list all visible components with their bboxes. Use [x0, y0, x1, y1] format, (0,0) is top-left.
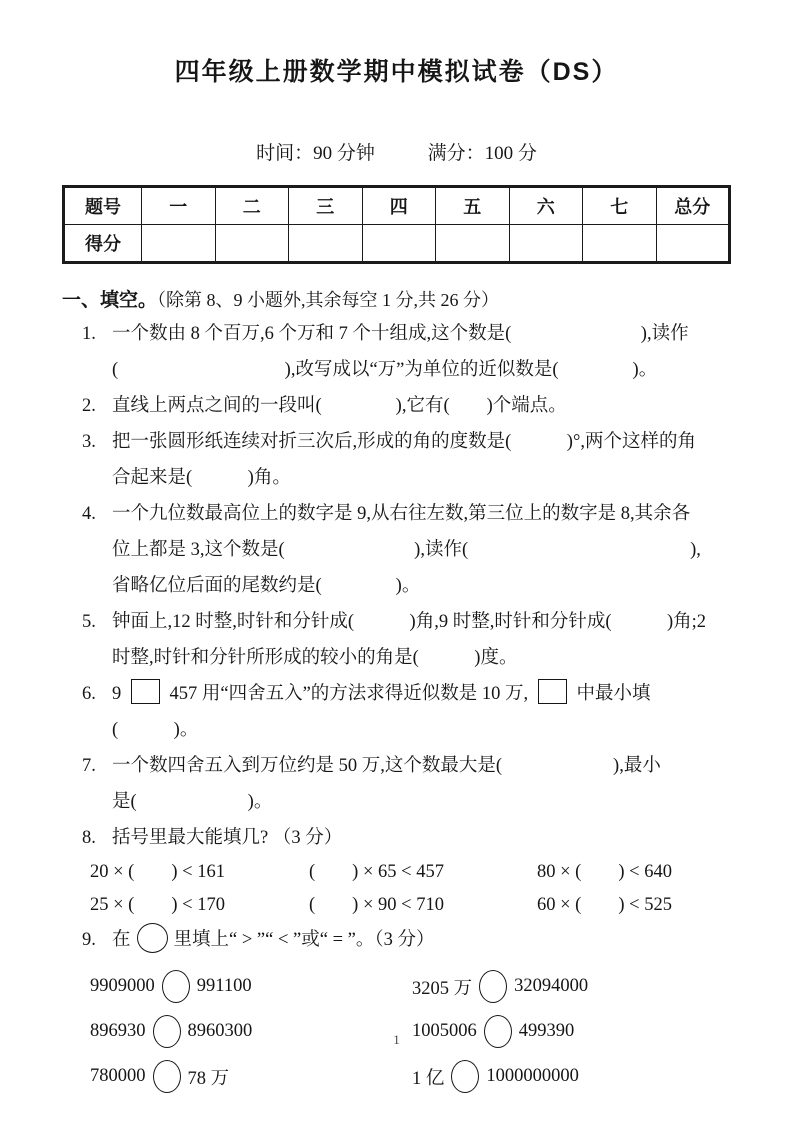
- comparison-item: [412, 1054, 731, 1099]
- page-number: 1: [393, 1032, 400, 1047]
- score-table-header-cell: 七: [583, 187, 657, 225]
- section-heading: [62, 285, 731, 312]
- blank-box: [131, 679, 160, 704]
- score-row-label: 得分: [64, 225, 142, 263]
- score-table-header-cell: 二: [215, 187, 289, 225]
- right-value: 8960300: [187, 1021, 253, 1041]
- left-value: 1005006: [412, 1021, 477, 1041]
- inequality-expression: 60 × ( ) < 525: [537, 895, 672, 915]
- inequality-expression: ( ) × 90 < 710: [309, 895, 444, 915]
- question-line: 省略亿位后面的尾数约是( )。: [112, 576, 421, 596]
- question-line: 一个数四舍五入到万位约是 50 万,这个数最大是( ),最小: [112, 756, 661, 776]
- left-value: 896930: [90, 1021, 146, 1041]
- score-table-header-row: [64, 187, 730, 225]
- question-line: 括号里最大能填几? （3 分）: [112, 828, 343, 848]
- question-line: 一个数由 8 个百万,6 个万和 7 个十组成,这个数是( ),读作: [112, 324, 689, 344]
- comparison-item: [412, 964, 731, 1009]
- full-score-label: 满分：100 分: [427, 143, 537, 164]
- question-text: 里填上“ > ”“ < ”或“ = ”。（3 分）: [173, 930, 435, 950]
- score-cell-empty: [436, 225, 510, 263]
- score-table-score-row: [64, 225, 730, 263]
- blank-circle: [451, 1060, 479, 1093]
- question-number: 8.: [82, 828, 96, 848]
- question-number: 3.: [82, 432, 96, 452]
- question-6: [62, 676, 731, 748]
- question-line: 一个九位数最高位上的数字是 9,从右往左数,第三位上的数字是 8,其余各: [112, 504, 691, 524]
- score-cell-empty: [509, 225, 583, 263]
- inequality-expression: 25 × ( ) < 170: [90, 895, 225, 915]
- blank-circle: [162, 970, 190, 1003]
- question-3: [62, 424, 731, 496]
- score-cell-empty: [215, 225, 289, 263]
- score-table-header-cell: 题号: [64, 187, 142, 225]
- left-value: 1 亿: [412, 1068, 445, 1089]
- question-8-expressions: [62, 856, 731, 922]
- score-cell-empty: [656, 225, 730, 263]
- blank-circle: [153, 1060, 181, 1093]
- question-number: 7.: [82, 756, 96, 776]
- question-number: 1.: [82, 324, 96, 344]
- question-text: 9: [112, 684, 126, 704]
- question-text: 457 用“四舍五入”的方法求得近似数是 10 万,: [164, 684, 533, 704]
- right-value: 1000000000: [486, 1066, 579, 1086]
- score-table: [62, 185, 731, 264]
- question-5: [62, 604, 731, 676]
- question-2: [62, 388, 731, 424]
- right-value: 78 万: [187, 1068, 230, 1089]
- question-line: 把一张圆形纸连续对折三次后,形成的角的度数是( )°,两个这样的角: [112, 432, 696, 452]
- score-cell-empty: [289, 225, 363, 263]
- left-value: 9909000: [90, 976, 155, 996]
- inequality-expression: 80 × ( ) < 640: [537, 862, 672, 882]
- question-4: [62, 496, 731, 604]
- question-line: [112, 922, 731, 958]
- question-number: 5.: [82, 612, 96, 632]
- question-line: [112, 676, 731, 748]
- question-text: 在: [112, 930, 131, 950]
- section-note: （除第 8、9 小题外,其余每空 1 分,共 26 分）: [157, 290, 500, 310]
- question-1: [62, 316, 731, 388]
- question-number: 4.: [82, 504, 96, 524]
- question-line: 直线上两点之间的一段叫( ),它有( )个端点。: [112, 396, 567, 416]
- inequality-expression: 20 × ( ) < 161: [90, 862, 225, 882]
- question-line: 位上都是 3,这个数是( ),读作( ),: [112, 540, 701, 560]
- score-table-header-cell: 总分: [656, 187, 730, 225]
- score-table-header-cell: 五: [436, 187, 510, 225]
- question-number: 9.: [82, 930, 96, 950]
- blank-circle: [479, 970, 507, 1003]
- time-label: 时间：90 分钟: [256, 143, 375, 164]
- fill-in-questions: [62, 316, 731, 1099]
- right-value: 32094000: [514, 976, 589, 996]
- question-7: [62, 748, 731, 820]
- inequality-expression: ( ) × 65 < 457: [309, 862, 444, 882]
- exam-meta: [62, 138, 731, 165]
- score-table-header-cell: 一: [142, 187, 216, 225]
- score-cell-empty: [362, 225, 436, 263]
- question-line: 合起来是( )角。: [112, 468, 291, 488]
- section-title: 一、填空。: [62, 290, 158, 311]
- question-line: 钟面上,12 时整,时针和分针成( )角,9 时整,时针和分针成( )角;2: [112, 612, 707, 632]
- score-cell-empty: [583, 225, 657, 263]
- score-table-header-cell: 三: [289, 187, 363, 225]
- question-number: 6.: [82, 684, 96, 704]
- score-table-header-cell: 四: [362, 187, 436, 225]
- comparison-item: [90, 964, 412, 1009]
- left-value: 3205 万: [412, 978, 473, 999]
- page-title: 四年级上册数学期中模拟试卷（DS）: [174, 58, 619, 86]
- score-table-header-cell: 六: [509, 187, 583, 225]
- right-value: 499390: [518, 1021, 575, 1041]
- question-number: 2.: [82, 396, 96, 416]
- question-8: [62, 820, 731, 856]
- question-line: ( ),改写成以“万”为单位的近似数是( )。: [112, 360, 658, 380]
- blank-circle: [137, 923, 168, 953]
- left-value: 780000: [90, 1066, 146, 1086]
- question-text: 中最小填( )。: [112, 684, 651, 740]
- question-line: 是( )。: [112, 792, 273, 812]
- question-9: [62, 922, 731, 958]
- blank-box: [538, 679, 567, 704]
- score-cell-empty: [142, 225, 216, 263]
- comparison-item: [90, 1054, 412, 1099]
- right-value: 991100: [196, 976, 252, 996]
- question-line: 时整,时针和分针所形成的较小的角是( )度。: [112, 648, 518, 668]
